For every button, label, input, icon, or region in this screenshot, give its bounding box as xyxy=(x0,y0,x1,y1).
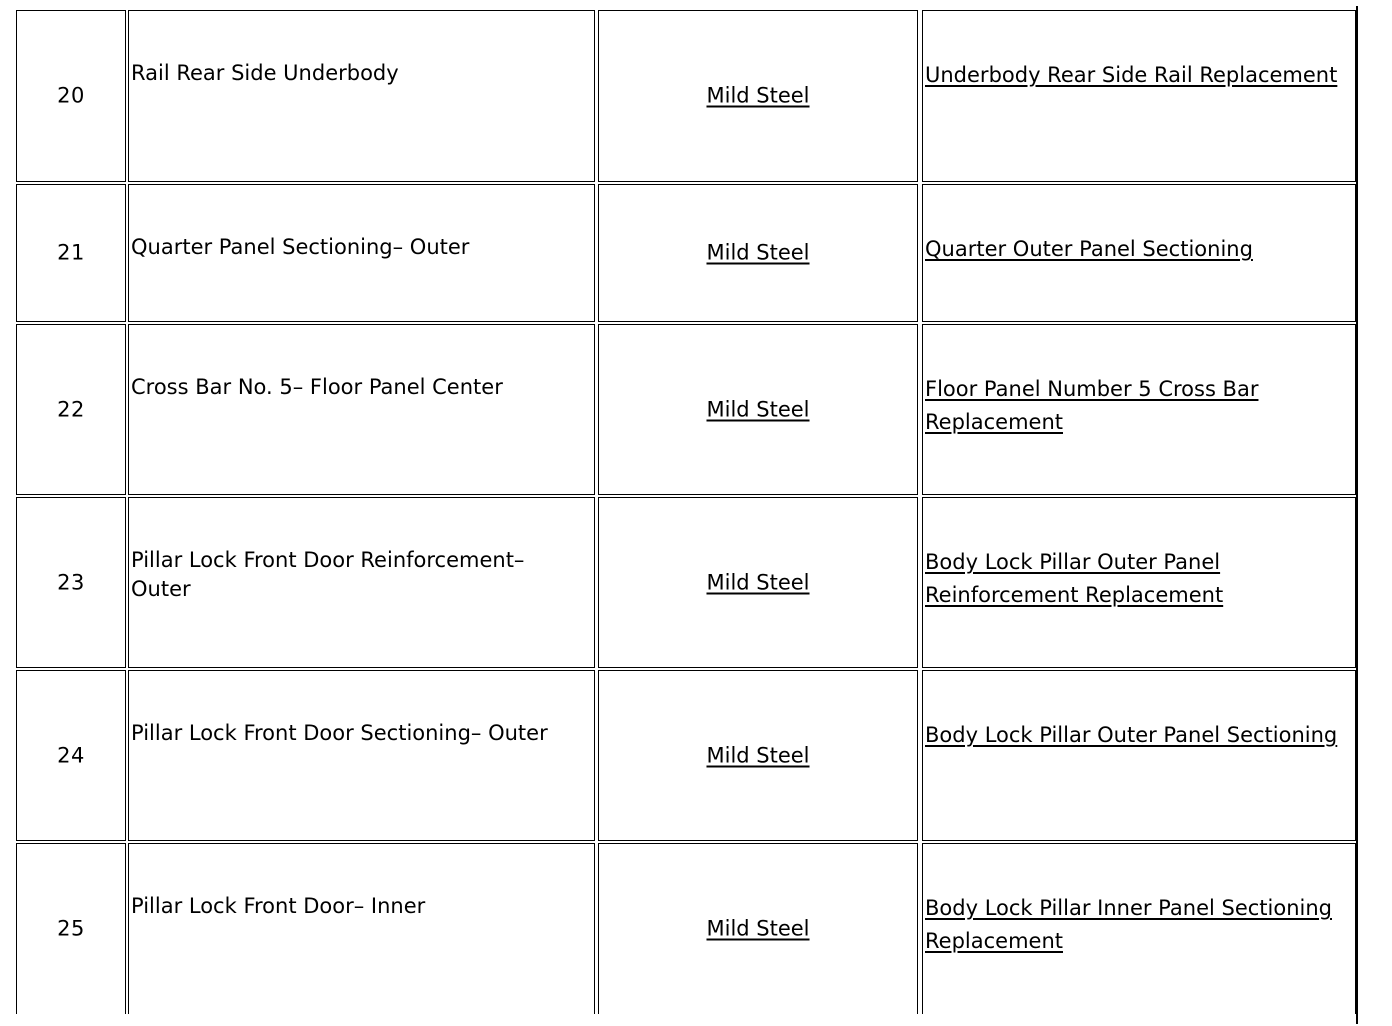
procedure-link[interactable]: Underbody Rear Side Rail Replacement xyxy=(925,63,1338,87)
row-number-cell xyxy=(16,497,126,668)
procedure-link[interactable]: Body Lock Pillar Inner Panel Sectioning Replacement xyxy=(925,896,1332,953)
procedure-link[interactable]: Quarter Outer Panel Sectioning xyxy=(925,237,1253,261)
row-number-cell xyxy=(16,324,126,495)
table-row xyxy=(14,324,1362,497)
material-link[interactable]: Mild Steel xyxy=(706,570,810,594)
material-cell xyxy=(598,497,918,668)
material-cell xyxy=(598,670,918,841)
part-name-cell xyxy=(128,184,595,322)
row-number-cell xyxy=(16,184,126,322)
table-row xyxy=(14,497,1362,670)
procedure-link[interactable]: Body Lock Pillar Outer Panel Reinforcement Replacement xyxy=(925,550,1224,607)
table-row xyxy=(14,843,1362,1016)
procedure-cell xyxy=(922,670,1356,841)
procedure-cell xyxy=(922,184,1356,322)
procedure-cell xyxy=(922,497,1356,668)
part-name: Pillar Lock Front Door Sectioning– Outer xyxy=(131,721,548,745)
material-link[interactable]: Mild Steel xyxy=(706,397,810,421)
table-row xyxy=(14,184,1362,324)
procedure-cell xyxy=(922,843,1356,1014)
material-link[interactable]: Mild Steel xyxy=(706,916,810,941)
part-name-cell xyxy=(128,670,595,841)
part-name-cell xyxy=(128,843,595,1014)
row-number: 25 xyxy=(57,916,85,941)
material-cell xyxy=(598,843,918,1014)
row-number: 23 xyxy=(57,570,85,594)
part-name: Rail Rear Side Underbody xyxy=(131,61,399,85)
procedure-link[interactable]: Body Lock Pillar Outer Panel Sectioning xyxy=(925,723,1338,747)
part-name-cell xyxy=(128,324,595,495)
part-name: Pillar Lock Front Door Reinforcement– Outer xyxy=(131,548,525,601)
row-number-cell xyxy=(16,10,126,182)
table-row xyxy=(14,670,1362,843)
material-link[interactable]: Mild Steel xyxy=(706,83,810,108)
procedure-cell xyxy=(922,10,1356,182)
procedure-link[interactable]: Floor Panel Number 5 Cross Bar Replacement xyxy=(925,377,1259,434)
material-cell xyxy=(598,184,918,322)
part-name: Cross Bar No. 5– Floor Panel Center xyxy=(131,375,503,399)
material-cell xyxy=(598,10,918,182)
parts-table xyxy=(14,10,1362,1016)
part-name: Pillar Lock Front Door– Inner xyxy=(131,894,426,918)
row-number: 21 xyxy=(57,240,85,265)
part-name-cell xyxy=(128,10,595,182)
material-cell xyxy=(598,324,918,495)
procedure-cell xyxy=(922,324,1356,495)
row-number: 22 xyxy=(57,397,85,421)
row-number-cell xyxy=(16,843,126,1014)
row-number-cell xyxy=(16,670,126,841)
row-number: 20 xyxy=(57,83,85,108)
row-number: 24 xyxy=(57,743,85,767)
part-name: Quarter Panel Sectioning– Outer xyxy=(131,235,470,259)
material-link[interactable]: Mild Steel xyxy=(706,743,810,767)
material-link[interactable]: Mild Steel xyxy=(706,240,810,265)
table-right-rule xyxy=(1356,6,1358,1024)
table-row xyxy=(14,10,1362,184)
part-name-cell xyxy=(128,497,595,668)
